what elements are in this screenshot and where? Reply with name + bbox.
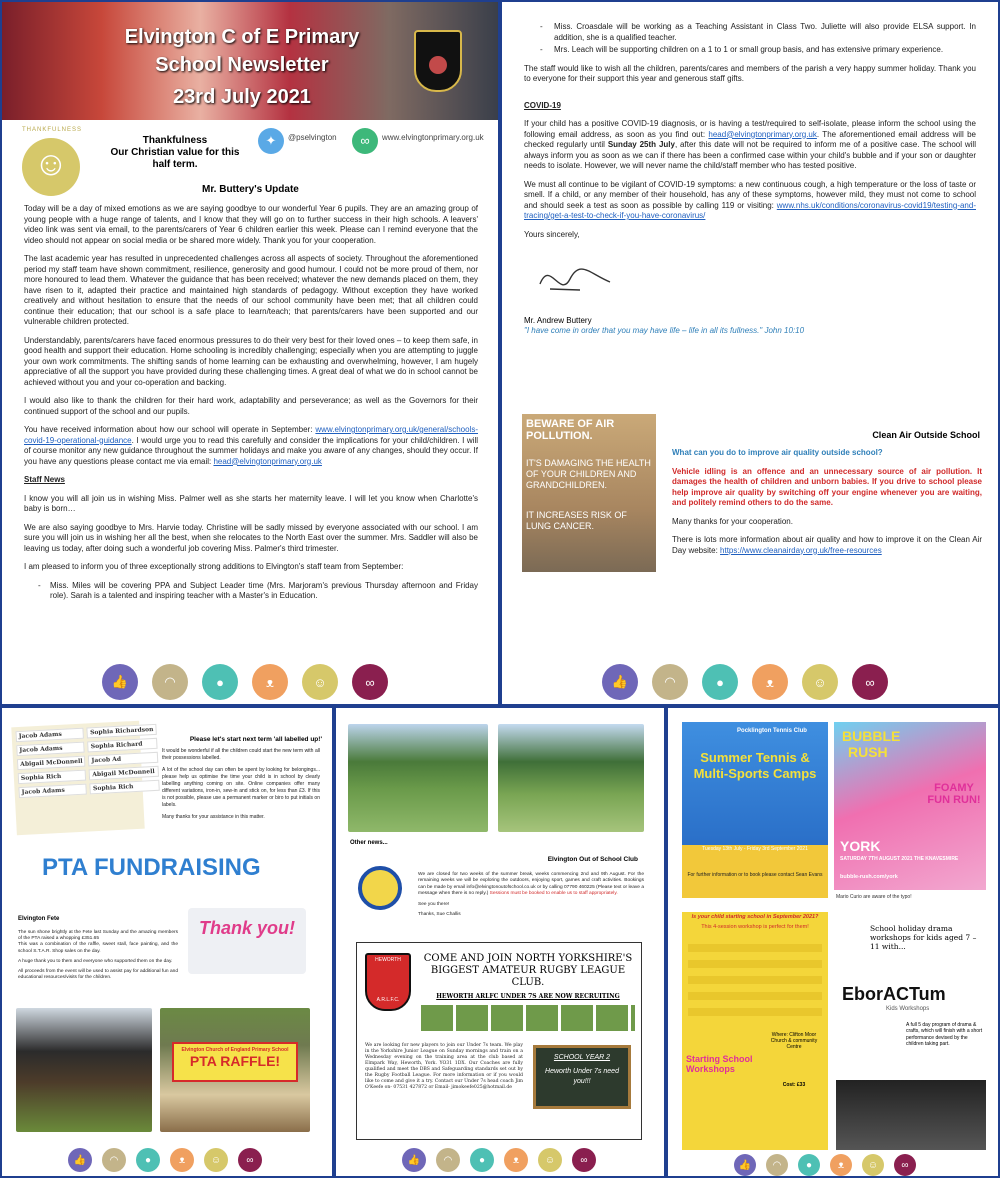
poster-line: IT'S DAMAGING THE HEALTH OF YOUR CHILDREN AND GRANDCHILDREN. xyxy=(526,458,651,490)
values-footer xyxy=(68,1148,262,1172)
bubble-york: YORK xyxy=(840,838,881,854)
values-footer xyxy=(734,1154,916,1176)
tennis-title: Summer Tennis & Multi-Sports Camps xyxy=(693,750,817,781)
thumb-icon: 👍 xyxy=(734,1154,756,1176)
smile-icon: ☺ xyxy=(802,664,838,700)
banner-title-line1: Elvington C of E Primary xyxy=(124,26,360,48)
fete-field-photo-1 xyxy=(348,724,488,832)
friends-icon: ᴥ xyxy=(170,1148,194,1172)
rainbow-icon: ◠ xyxy=(652,664,688,700)
paragraph: Today will be a day of mixed emotions as we are saying goodbye to our wonderful Year 6 pupils. They are an amazing group of young people with a huge range of talents, and I know that they will go on to further success in their high schools. A leavers' video link was sent via email, to the parents/carers of Year 6 children earlier this week. Please can I remind everyone that the video should not appear on social media or be shared more widely. Thank you for your cooperation. xyxy=(24,204,478,245)
eboractum-poster xyxy=(836,912,986,1150)
name-label: Sophia Rich xyxy=(90,780,160,795)
rainbow-icon: ◠ xyxy=(152,664,188,700)
link-icon: ∞ xyxy=(352,128,378,154)
name-label: Jacob Adams xyxy=(16,742,85,757)
thank-you-text: Thank you! xyxy=(198,918,295,938)
thumb-icon: 👍 xyxy=(68,1148,92,1172)
crest-bottom-text: A.R.L.F.C. xyxy=(376,997,400,1003)
knot-icon: ∞ xyxy=(238,1148,262,1172)
raffle-banner-title: PTA RAFFLE! xyxy=(189,1053,281,1069)
school-crest-logo xyxy=(414,30,462,92)
fete-field-photo-2 xyxy=(498,724,644,832)
tortoise-icon: ● xyxy=(470,1148,494,1172)
newsletter-page-2 xyxy=(502,2,998,704)
rugby-headline: COME AND JOIN NORTH YORKSHIRE'S BIGGEST AMATEUR RUGBY LEAGUE CLUB. xyxy=(423,953,633,988)
rugby-poster xyxy=(356,942,642,1140)
bubble-url: bubble-rush.com/york xyxy=(840,874,898,880)
paragraph-text: , after this date will not be required to inform me of a positive case. The school will always inform you as soon as we can if there has been a confirmed case within your child's bubble and if your son or daughter needs to isolate. However, we will never name the child/staff member who has tested positive. xyxy=(524,140,976,170)
smile-icon: ☺ xyxy=(302,664,338,700)
paragraph xyxy=(418,872,644,898)
bullet-item: - Miss. Croasdale will be working as a Teaching Assistant in Class Two. Juliette will also provide ELSA support. In addition, she is a qualified teacher. xyxy=(540,22,976,42)
name-labels-image xyxy=(11,721,155,836)
friends-icon: ᴥ xyxy=(752,664,788,700)
page2-body xyxy=(524,22,976,248)
friends-icon: ᴥ xyxy=(504,1148,528,1172)
thumb-icon: 👍 xyxy=(102,664,138,700)
rainbow-icon: ◠ xyxy=(436,1148,460,1172)
staff-news-heading: Staff News xyxy=(24,475,65,484)
friends-icon: ᴥ xyxy=(252,664,288,700)
paragraph: The staff would like to wish all the children, parents/cares and members of the parish a very happy summer holiday. Thank you to everyone for their support this year and generous staff gifts. xyxy=(524,63,976,83)
bubble-title-2: RUSH xyxy=(848,744,888,760)
chalkboard xyxy=(533,1045,631,1109)
clean-air-link[interactable]: https://www.cleanairday.org.uk/free-resources xyxy=(720,545,882,555)
banner-title-line2: School Newsletter xyxy=(155,54,329,76)
paragraph: The last academic year has resulted in unprecedented challenges across all aspects of society. Throughout the aforementioned period my staff team have shown commitment, resilience, generosity and good humour. I could not be more proud of them, nor more honoured to lead them. Whatever the guidance that has been received; whatever the new demands placed on them, they have risen to it, adapted their practice and maintained high standards of pedagogy. Without exception they have worked creatively and without hesitation to ensure that the needs of our school community have been met; that all children could continue their education; that our school is a safe place to learn/teach; that parents/carers have been supported and our vulnerable children protected. xyxy=(24,254,478,326)
club-heading: Elvington Out of School Club xyxy=(547,856,638,863)
paragraph: I would also like to thank the children for their hard work, adaptability and perseverance; as well as the Governors for their continued support of the school and our pupils. xyxy=(24,396,478,416)
knot-icon: ∞ xyxy=(352,664,388,700)
paragraph: See you there! xyxy=(418,901,450,907)
tennis-dates: Tuesday 13th July - Friday 3rd September 2021 xyxy=(702,846,808,852)
starting-school-sub: This 4-session workshop is perfect for them! xyxy=(701,924,809,930)
air-question: What can you do to improve air quality outside school? xyxy=(672,448,883,457)
paragraph-text: If your child has a positive COVID-19 diagnosis, or is having a test/required to self-isolate, please inform the school using the following email address, as soon as you find out: xyxy=(524,119,976,139)
newsletter-page-4 xyxy=(336,708,664,1176)
pta-raffle-photo xyxy=(160,1008,310,1132)
banner-date: 23rd July 2021 xyxy=(173,86,311,108)
tennis-more-info: For further information or to book please contact Sean Evans xyxy=(687,872,823,878)
guidance-link[interactable]: www.elvingtonprimary.org.uk/general/schools-covid-19-operational-guidance xyxy=(24,425,478,445)
newsletter-page-1 xyxy=(2,2,498,704)
bullet-text: Miss. Croasdale will be working as a Teaching Assistant in Class Two. Juliette will also provide ELSA support. In addition, she is a qualified teacher. xyxy=(554,22,976,42)
paragraph xyxy=(524,180,976,222)
tortoise-icon: ● xyxy=(202,664,238,700)
labels-title: Please let's start next term 'all labelled up!' xyxy=(189,736,322,743)
starting-school-title: Starting School Workshops xyxy=(686,1054,753,1074)
tortoise-icon: ● xyxy=(136,1148,160,1172)
paragraph: This was a combination of the raffle, sweet stall, face painting, and the school S.T.A.R. Shop sales on the day. xyxy=(18,942,178,954)
rainbow-icon: ◠ xyxy=(766,1154,788,1176)
paragraph: It would be wonderful if all the children could start the new term with all their possessions labelled. xyxy=(162,748,320,761)
club-logo xyxy=(358,866,402,910)
bullet-item: - Mrs. Leach will be supporting children on a 1 to 1 or small group basis, and has extensive primary experience. xyxy=(540,45,944,54)
paragraph xyxy=(24,425,478,467)
workshop-venue: Where: Clifton Moor Church & community Centre xyxy=(770,1032,818,1050)
bubble-title-1: BUBBLE xyxy=(842,728,901,744)
paragraph-text: You have received information about how our school will operate in September: xyxy=(24,425,313,434)
air-warning: Vehicle idling is an offence and an unnecessary source of air pollution. It damages the health of children and unborn babies. If you drive to school please help improve air quality by switching off your engine whenever you are waiting, and politely remind others to do the same. xyxy=(672,466,982,507)
ebor-kids: Kids Workshops xyxy=(886,1006,930,1012)
thumb-icon: 👍 xyxy=(602,664,638,700)
booking-warning: Sessions must be booked to enable us to staff appropriately. xyxy=(489,891,618,897)
covid-heading: COVID-19 xyxy=(524,100,561,110)
knot-icon: ∞ xyxy=(572,1148,596,1172)
ebor-desc: A full 5 day program of drama & crafts, which will finish with a short performance devised by the children taking part. xyxy=(906,1022,983,1048)
rugby-body: We are looking for new players to join our Under 7s team. We play in the Yorkshire Junior League on Sunday mornings and train on a Wednesday evening on the training area at the club based at Elmpark Way, Heworth, York. YO31 1DX. Our Coaches are fully qualified and meet the DBS and Safeguarding standards set out by the Rugby Football League. For more information or if you would like to come and give it a try. Contact our Under 7s head coach Jim O'Keefe on- 07531 427872 or Email- jimokeefe025@hotmail.de xyxy=(365,1043,523,1090)
poster-line: BEWARE OF AIR POLLUTION. xyxy=(526,418,615,442)
tortoise-icon: ● xyxy=(702,664,738,700)
signature-image xyxy=(530,254,620,304)
newsletter-page-3 xyxy=(2,708,332,1176)
raffle-banner-school: Elvington Church of England Primary School xyxy=(181,1047,289,1053)
name-label: Jacob Adams xyxy=(18,784,87,799)
bible-quote: "I have come in order that you may have life – life in all its fullness." John 10:10 xyxy=(524,326,805,335)
paragraph: A lot of the school day can often be spent by looking for belongings... please help us optimise the time your child is in school by clearly labelling anything coming on site. Online companies offer many different variations, iron-in, sew-in and stick on, for less than £3. If this is not possible, please use a permanent marker or biro to put initials on labels. xyxy=(162,767,320,808)
paragraph: I am pleased to inform you of three exceptionally strong additions to Elvington's staff team from September: xyxy=(24,562,404,571)
paragraph-text: . The aforementioned email address will be checked regularly until xyxy=(524,129,976,149)
rugby-recruiting: HEWORTH ARLFC UNDER 7S ARE NOW RECRUITING xyxy=(436,993,620,1000)
name-label: Abigail McDonnell xyxy=(89,766,159,781)
rainbow-icon: ◠ xyxy=(102,1148,126,1172)
thank-you-graphic xyxy=(188,908,306,974)
tortoise-icon: ● xyxy=(798,1154,820,1176)
name-label: Sophia Rich xyxy=(18,770,87,785)
paragraph: A huge thank you to them and everyone who supported them on the day. xyxy=(18,958,173,964)
newsletter-page-5 xyxy=(668,708,998,1176)
value-subtitle: Our Christian value for this half term. xyxy=(110,147,240,170)
tennis-camp-poster xyxy=(682,722,828,898)
other-news-heading: Other news... xyxy=(350,840,388,846)
drama-kids-photo xyxy=(836,1080,986,1150)
rugby-crest xyxy=(365,953,411,1011)
update-body xyxy=(24,204,478,610)
bullet-item: - Miss. Miles will be covering PPA and Subject Leader time (Mrs. Marjoram's previous Thursday afternoon and Friday role). Sarah is a talented and inspiring teacher with a Master's in Education. xyxy=(38,580,478,600)
paragraph: The sun shone brightly at the Fete last Sunday and the amazing members of the PTA raised a whopping £351.65 xyxy=(18,930,178,942)
paragraph xyxy=(524,119,976,172)
fete-photo-gazebo xyxy=(16,1008,152,1132)
values-footer xyxy=(402,1148,596,1172)
clean-air-body xyxy=(672,448,982,564)
paragraph: I know you will all join us in wishing Miss. Palmer well as she starts her maternity leave. I will let you know when Charlotte's baby is born… xyxy=(24,493,478,513)
deadline-date: Sunday 25th July xyxy=(607,140,675,149)
smile-icon: ☺ xyxy=(862,1154,884,1176)
club-body xyxy=(418,872,644,926)
paragraph-text: We are closed for two weeks of the summer break, weeks commencing 2nd and 9th August. For the remaining weeks we will be exploring the outdoors, enjoying sport, games and craft activities. Bookings can be made by email info@elvingtonoutofschool.co.uk or by calling 07790 460225 (Please text or leave a message when there is no reply.) xyxy=(418,872,644,897)
starting-school-poster xyxy=(682,912,828,1150)
newsletter-banner xyxy=(2,2,498,120)
paragraph xyxy=(672,535,982,556)
name-label: Abigail McDonnell xyxy=(17,756,86,771)
ebor-title: School holiday drama workshops for kids aged 7 – 11 with... xyxy=(870,924,977,951)
values-footer xyxy=(102,664,388,700)
starting-school-list xyxy=(688,936,822,1020)
tennis-club-name: Pocklington Tennis Club xyxy=(737,728,807,734)
typo-caption: Mario Curio are aware of the typo! xyxy=(836,894,912,900)
name-label: Jacob Adams xyxy=(15,728,84,743)
labels-body xyxy=(162,748,320,829)
twitter-icon: ✦ xyxy=(258,128,284,154)
name-label: Jacob Ad xyxy=(88,752,158,767)
bubble-date: SATURDAY 7TH AUGUST 2021 THE KNAVESMIRE xyxy=(840,856,959,862)
workshop-cost: Cost: £33 xyxy=(782,1082,806,1088)
chalkboard-title: SCHOOL YEAR 2 xyxy=(553,1054,611,1061)
foamy-fun-run: FOAMY FUN RUN! xyxy=(927,782,981,806)
fete-heading: Elvington Fete xyxy=(18,916,60,922)
paragraph-text: There is lots more information about air quality and how to improve it on the Clean Air Day website: xyxy=(672,535,982,555)
paragraph: Many thanks for your cooperation. xyxy=(672,516,793,526)
bullet-text: Miss. Miles will be covering PPA and Subject Leader time (Mrs. Marjoram's previous Thursday afternoon and Friday role). Sarah is a talented and inspiring teacher with a Master's in Education. xyxy=(50,580,478,600)
nhs-link[interactable]: www.nhs.uk/conditions/coronavirus-covid19/testing-and-tracing/get-a-test-to-check-if-you-have-coronavirus/ xyxy=(524,200,976,220)
air-pollution-poster xyxy=(522,414,656,572)
pta-heading: PTA FUNDRAISING xyxy=(42,854,261,881)
thumb-icon: 👍 xyxy=(402,1148,426,1172)
smile-icon: ☺ xyxy=(22,138,80,196)
twitter-handle[interactable]: @pselvington xyxy=(288,133,337,142)
paragraph-text: . I would urge you to read this carefully and consider the implications for your child/children. I will of course monitor any new guidance throughout the summer holidays and make you aware of any changes, should they occur. If you have any questions please contact me via email: xyxy=(24,435,478,466)
values-footer xyxy=(602,664,888,700)
name-label: Sophia Richard xyxy=(88,738,158,753)
email-link[interactable]: head@elvingtonprimary.org.uk xyxy=(708,129,817,139)
bullet-text: Mrs. Leach will be supporting children on a 1 to 1 or small group basis, and has extensive primary experience. xyxy=(554,45,944,54)
paragraph: We are also saying goodbye to Mrs. Harvie today. Christine will be sadly missed by everyone associated with our school. I am sure you will join us in wishing her all the best, when she relocates to the North East over the summer. Mrs. Saddler will also be leaving us today, after doing such a wonderful job covering Miss. Palmer's third trimester. xyxy=(24,522,478,553)
name-label: Sophia Richardson xyxy=(87,724,157,739)
bubble-rush-poster xyxy=(834,722,986,890)
knot-icon: ∞ xyxy=(852,664,888,700)
paragraph: Understandably, parents/carers have faced enormous pressures to do their very best for their loved ones – to keep them safe, in good health and support their education. Home schooling is incredibly challenging; especially when you are attempting to juggle your own work commitments. The shifting sands of home learning can be exhausting and overwhelming, however, I am hugely appreciative of all the support you have provided during these challenging times. A great deal of what we do in school cannot be achieved without you and your co-operation and backing. xyxy=(24,335,478,387)
paragraph-text: We must all continue to be vigilant of COVID-19 symptoms: a new continuous cough, a high temperature or the loss of taste or smell. If a child, or any member of their household, has any of these symptoms, however mild, they must not come to school and should seek a test as soon as possible by calling 119 or visiting: xyxy=(524,179,976,210)
fete-body xyxy=(18,930,178,989)
chalkboard-text: Heworth Under 7s need you!!! xyxy=(545,1068,619,1085)
update-heading: Mr. Buttery's Update xyxy=(202,184,299,195)
value-title: Thankfulness xyxy=(142,135,208,146)
signer-name: Mr. Andrew Buttery xyxy=(524,316,592,325)
clean-air-heading: Clean Air Outside School xyxy=(872,430,980,440)
paragraph: Thanks, Sue Challis xyxy=(418,912,461,918)
ebor-logo: EborACTum xyxy=(842,984,946,1004)
smile-icon: ☺ xyxy=(204,1148,228,1172)
starting-school-question: Is your child starting school in September 2021? xyxy=(691,914,819,920)
email-link[interactable]: head@elvingtonprimary.org.uk xyxy=(213,456,322,466)
smile-icon: ☺ xyxy=(538,1148,562,1172)
thankfulness-badge-label: THANKFULNESS xyxy=(22,127,83,133)
knot-icon: ∞ xyxy=(894,1154,916,1176)
website-link[interactable]: www.elvingtonprimary.org.uk xyxy=(382,133,484,142)
sign-off: Yours sincerely, xyxy=(524,229,580,239)
paragraph: Many thanks for your assistance in this matter. xyxy=(162,814,265,820)
friends-icon: ᴥ xyxy=(830,1154,852,1176)
paragraph: All proceeds from the event will be used to assist pay for additional fun and educational resources/visits for the children. xyxy=(18,969,178,981)
crest-top-text: HEWORTH xyxy=(375,957,401,963)
rugby-photo-strip xyxy=(421,1005,635,1031)
poster-line: IT INCREASES RISK OF LUNG CANCER. xyxy=(526,510,627,531)
